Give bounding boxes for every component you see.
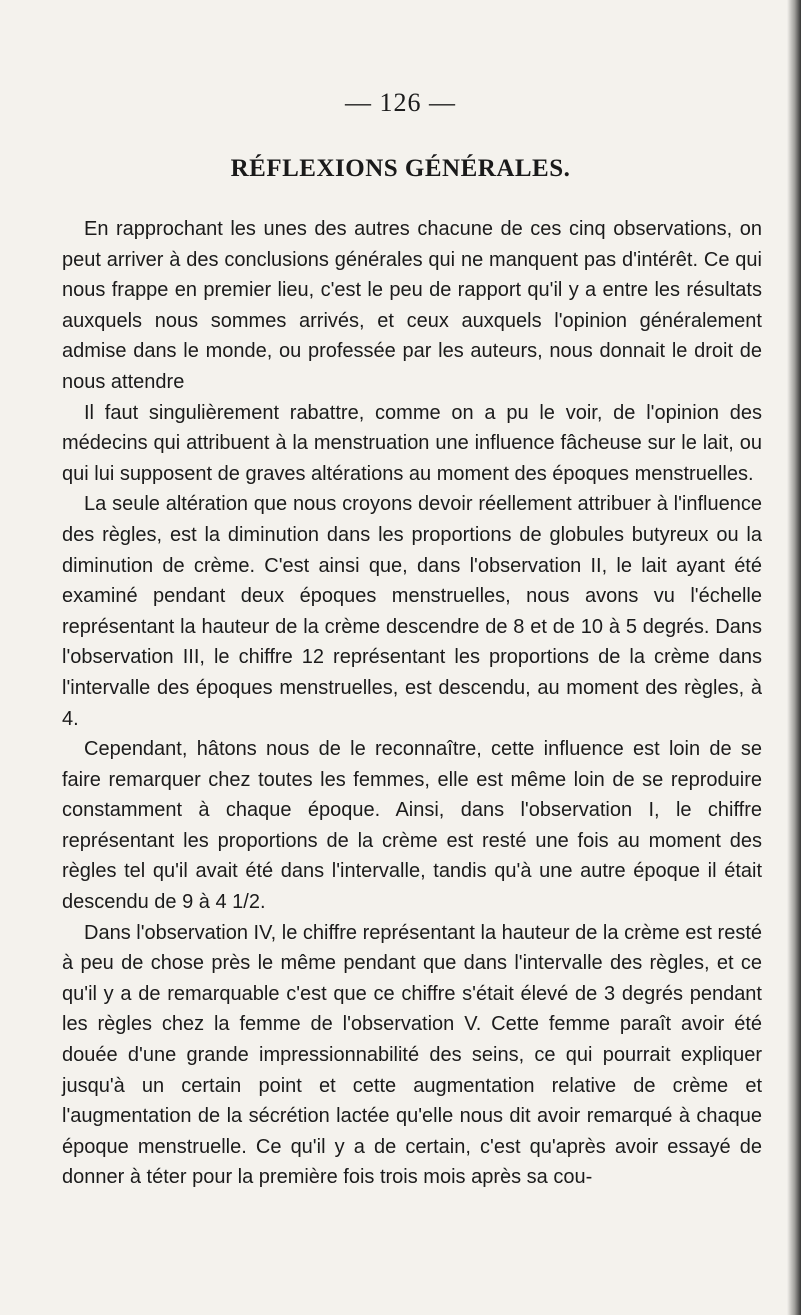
page-number: — 126 — [345,88,456,117]
paragraph-5: Dans l'observation IV, le chiffre représentant la hauteur de la crème est resté à peu de chose près le même pendant que dans l'intervalle des règles, et ce qu'il y a de remarquable c'est que ce chiffre s'était élevé de 3 degrés pendant les règles chez la femme de l'observation V. Cette femme paraît avoir été douée d'une grande impressionnabilité des seins, ce qui pourrait expliquer jusqu'à un certain point et cette augmentation relative de crème et l'augmentation de la sécrétion lactée qu'elle nous dit avoir remarqué à chaque époque menstruelle. Ce qu'il y a de certain, c'est qu'après avoir essayé de donner à téter pour la première fois trois mois après sa cou- [62,921,762,1189]
section-title: RÉFLEXIONS GÉNÉRALES. [230,155,571,182]
page-edge-shadow [787,0,801,1315]
paragraph-2: Il faut singulièrement rabattre, comme on a pu le voir, de l'opinion des médecins qui attribuent à la menstruation une influence fâcheuse sur le lait, ou qui lui supposent de graves altérations au moment des époques menstruelles. [62,401,762,485]
paragraph-3: La seule altération que nous croyons devoir réellement attribuer à l'influence des règles, est la diminution dans les proportions de globules butyreux ou la diminution de crème. C'est ainsi que, dans l'observation II, le lait ayant été examiné pendant deux époques menstruelles, nous avons vu l'échelle représentant la hauteur de la crème descendre de 8 et de 10 à 5 degrés. Dans l'observation III, le chiffre 12 représentant les proportions de la crème dans l'intervalle des époques menstruelles, est descendu, au moment des règles, à 4. [62,493,762,730]
body-text [62,214,762,1193]
paragraph-1: En rapprochant les unes des autres chacune de ces cinq observations, on peut arriver à des conclusions générales qui ne manquent pas d'intérêt. Ce qui nous frappe en premier lieu, c'est le peu de rapport qu'il y a entre les résultats auxquels nous sommes arrivés, et ceux auxquels l'opinion généralement admise dans le monde, ou professée par les auteurs, nous donnait le droit de nous attendre [62,218,762,393]
paragraph-4: Cependant, hâtons nous de le reconnaître, cette influence est loin de se faire remarquer chez toutes les femmes, elle est même loin de se reproduire constamment à chaque époque. Ainsi, dans l'observation I, le chiffre représentant les proportions de la crème est resté une fois au moment des règles tel qu'il avait été dans l'intervalle, tandis qu'à une autre époque il était descendu de 9 à 4 1/2. [62,738,762,914]
